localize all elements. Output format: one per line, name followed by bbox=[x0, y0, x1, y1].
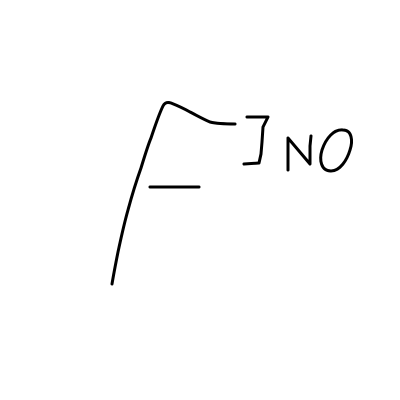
letter-n-stroke bbox=[288, 136, 311, 170]
letter-i-stroke bbox=[244, 117, 268, 164]
letter-o-stroke bbox=[321, 130, 352, 171]
letter-f-stroke bbox=[112, 102, 235, 284]
